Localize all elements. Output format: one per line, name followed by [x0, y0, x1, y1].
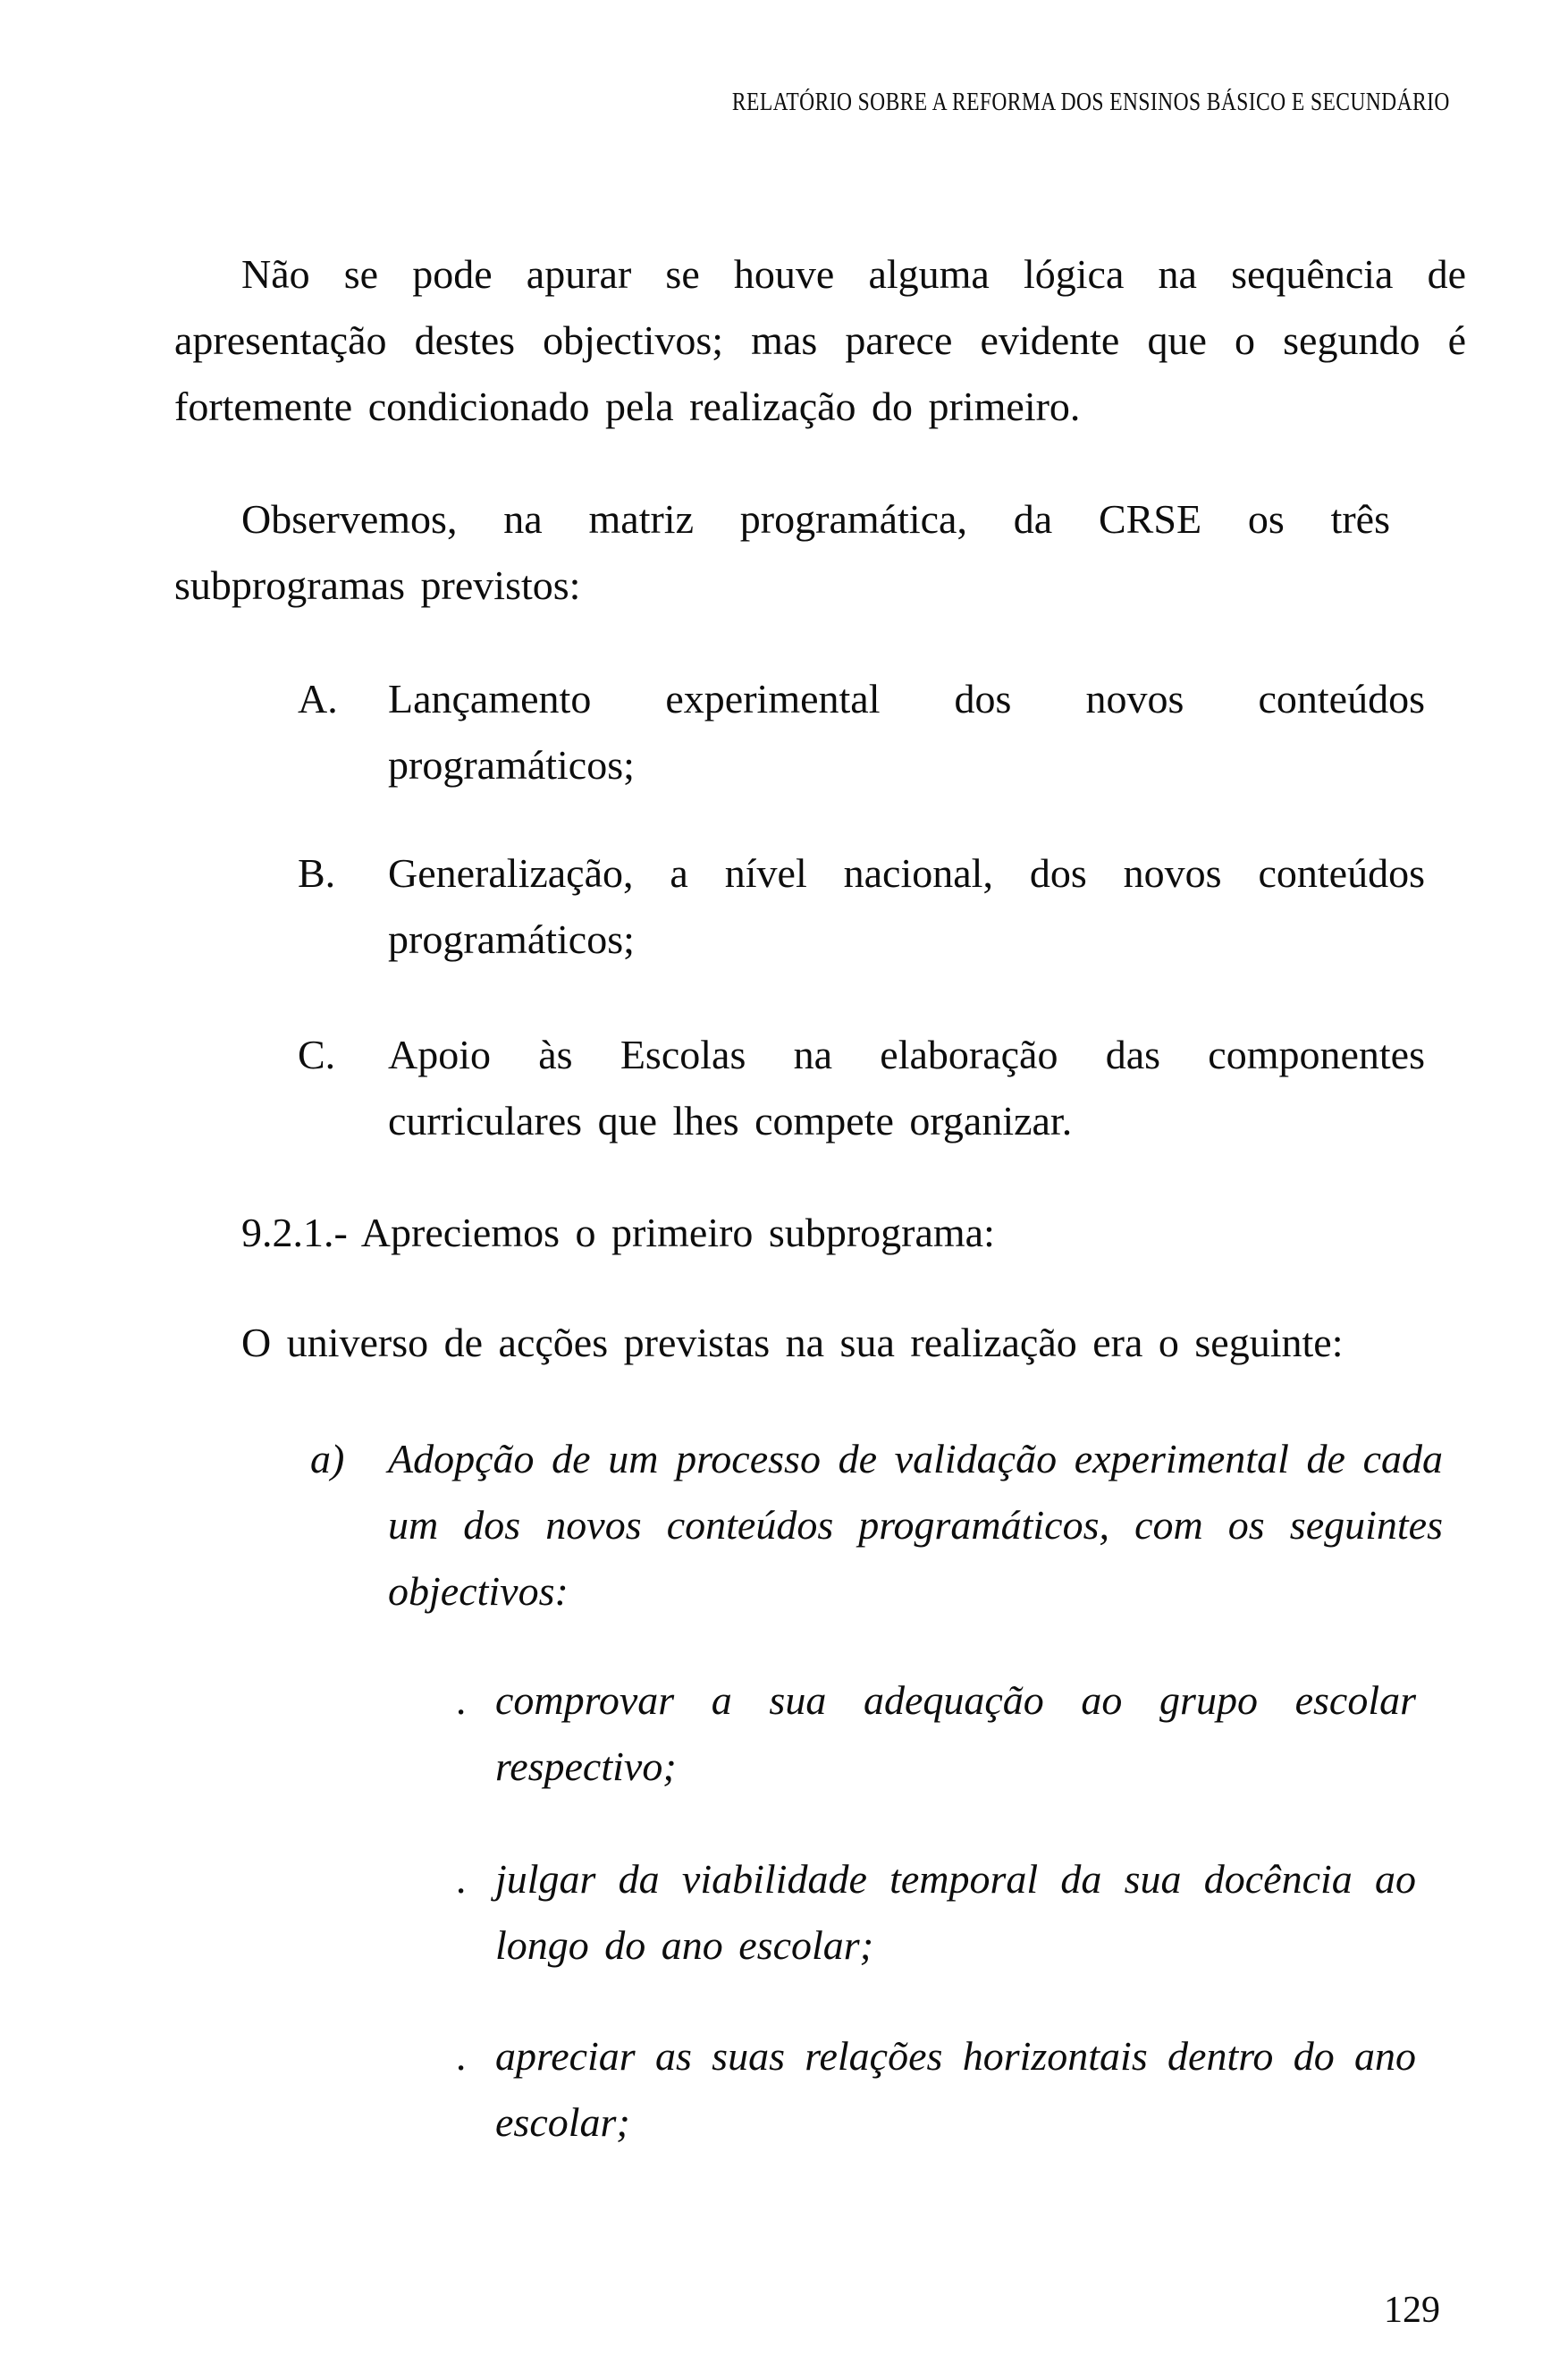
list-item-a-italic [310, 1426, 1443, 1625]
bullet-dot-icon: . [457, 1677, 468, 1723]
sub-bullet-apreciar [457, 2023, 1416, 2156]
list-item-b-upper [298, 840, 1425, 973]
list-marker-a-italic: a) [310, 1436, 345, 1481]
section-heading-921: 9.2.1.- Apreciemos o primeiro subprograma: [241, 1210, 995, 1255]
list-item-a-upper [298, 666, 1425, 798]
list-item-c-upper [298, 1022, 1425, 1154]
list-text-c-upper: Apoio às Escolas na elaboração das componentes curriculares que lhes compete organizar. [388, 1032, 1425, 1144]
sub-bullet-text-apreciar: apreciar as suas relações horizontais dentro do ano escolar; [495, 2033, 1416, 2145]
intro-line-universo: O universo de acções previstas na sua realização era o seguinte: [241, 1320, 1344, 1365]
sub-bullet-text-julgar: julgar da viabilidade temporal da sua docência ao longo do ano escolar; [495, 1856, 1416, 1968]
list-marker-b-upper: B. [298, 850, 336, 896]
list-text-b-upper: Generalização, a nível nacional, dos novos conteúdos programáticos; [388, 850, 1425, 962]
sub-bullet-text-comprovar: comprovar a sua adequação ao grupo escolar respectivo; [495, 1677, 1416, 1789]
running-header: RELATÓRIO SOBRE A REFORMA DOS ENSINOS BÁSICO E SECUNDÁRIO [732, 89, 1450, 116]
list-marker-a-upper: A. [298, 676, 338, 722]
list-text-a-upper: Lançamento experimental dos novos conteúdos programáticos; [388, 676, 1425, 788]
bullet-dot-icon: . [457, 2033, 468, 2079]
list-marker-c-upper: C. [298, 1032, 336, 1077]
bullet-dot-icon: . [457, 1856, 468, 1902]
sub-bullet-comprovar [457, 1667, 1416, 1800]
list-text-a-italic: Adopção de um processo de validação experimental de cada um dos novos conteúdos programáticos, com os seguintes objectivos: [388, 1436, 1443, 1614]
page-number: 129 [1384, 2290, 1440, 2331]
sub-bullet-julgar [457, 1846, 1416, 1979]
paragraph-intro: Não se pode apurar se houve alguma lógica na sequência de apresentação destes objectivos; mas parece evidente que o segundo é fortemente condicionado pela realização do primeiro. [174, 251, 1466, 429]
paragraph-observemos: Observemos, na matriz programática, da CRSE os três subprogramas previstos: [174, 496, 1390, 608]
